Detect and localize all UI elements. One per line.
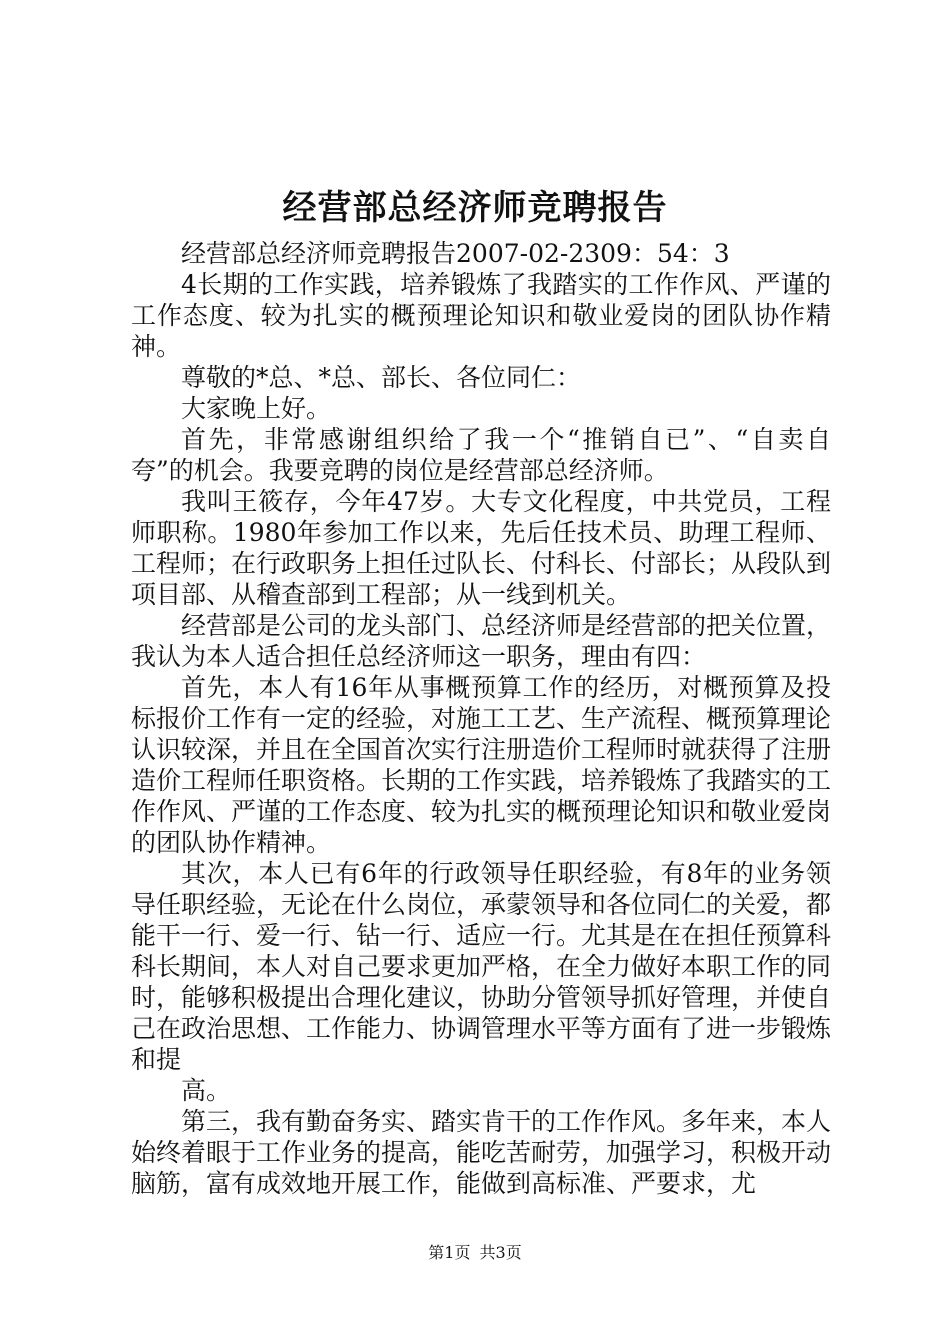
page-footer [0, 1243, 950, 1263]
document-body [131, 238, 831, 1199]
paragraph-fragment: 高。 [181, 1076, 232, 1105]
paragraph-heading-line: 经营部总经济师竞聘报告2007-02-2309：54：3 [181, 239, 730, 268]
paragraph-self-intro: 我叫王筱存，今年47岁。大专文化程度，中共党员，工程师职称。1980年参加工作以来，先后任技术员、助理工程师、工程师；在行政职务上担任过队长、付科长、付部长；从段队到项目部、从稽查部到工程部；从一线到机关。 [131, 487, 832, 609]
page-number: 第1页 [428, 1243, 471, 1262]
paragraph-thanks: 首先，非常感谢组织给了我一个“推销自已”、“自卖自夸”的机会。我要竞聘的岗位是经营部总经济师。 [131, 425, 831, 485]
paragraph-reason-two: 其次，本人已有6年的行政领导任职经验，有8年的业务领导任职经验，无论在什么岗位，承蒙领导和各位同仁的关爱，都能干一行、爱一行、钻一行、适应一行。尤其是在在担任预算科科长期间，本人对自己要求更加严格，在全力做好本职工作的同时，能够积极提出合理化建议，协助分管领导抓好管理，并使自己在政治思想、工作能力、协调管理水平等方面有了进一步锻炼和提 [131, 859, 832, 1074]
document-title: 经营部总经济师竞聘报告 [282, 188, 668, 228]
paragraph-reason-three: 第三，我有勤奋务实、踏实肯干的工作作风。多年来，本人始终着眼于工作业务的提高，能吃苦耐劳，加强学习，积极开动脑筋，富有成效地开展工作，能做到高标准、严要求，尤 [131, 1107, 832, 1198]
page-total: 共3页 [479, 1243, 522, 1262]
paragraph-salutation: 尊敬的*总、*总、部长、各位同仁： [181, 363, 582, 392]
paragraph-summary: 4长期的工作实践，培养锻炼了我踏实的工作作风、严谨的工作态度、较为扎实的概预理论知识和敬业爱岗的团队协作精神。 [131, 270, 831, 361]
paragraph-greeting: 大家晚上好。 [181, 394, 332, 423]
paragraph-position: 经营部是公司的龙头部门、总经济师是经营部的把关位置，我认为本人适合担任总经济师这一职务，理由有四： [131, 611, 832, 671]
paragraph-reason-one: 首先，本人有16年从事概预算工作的经历，对概预算及投标报价工作有一定的经验，对施工工艺、生产流程、概预算理论认识较深，并且在全国首次实行注册造价工程师时就获得了注册造价工程师任职资格。长期的工作实践，培养锻炼了我踏实的工作作风、严谨的工作态度、较为扎实的概预理论知识和敬业爱岗的团队协作精神。 [131, 673, 832, 857]
